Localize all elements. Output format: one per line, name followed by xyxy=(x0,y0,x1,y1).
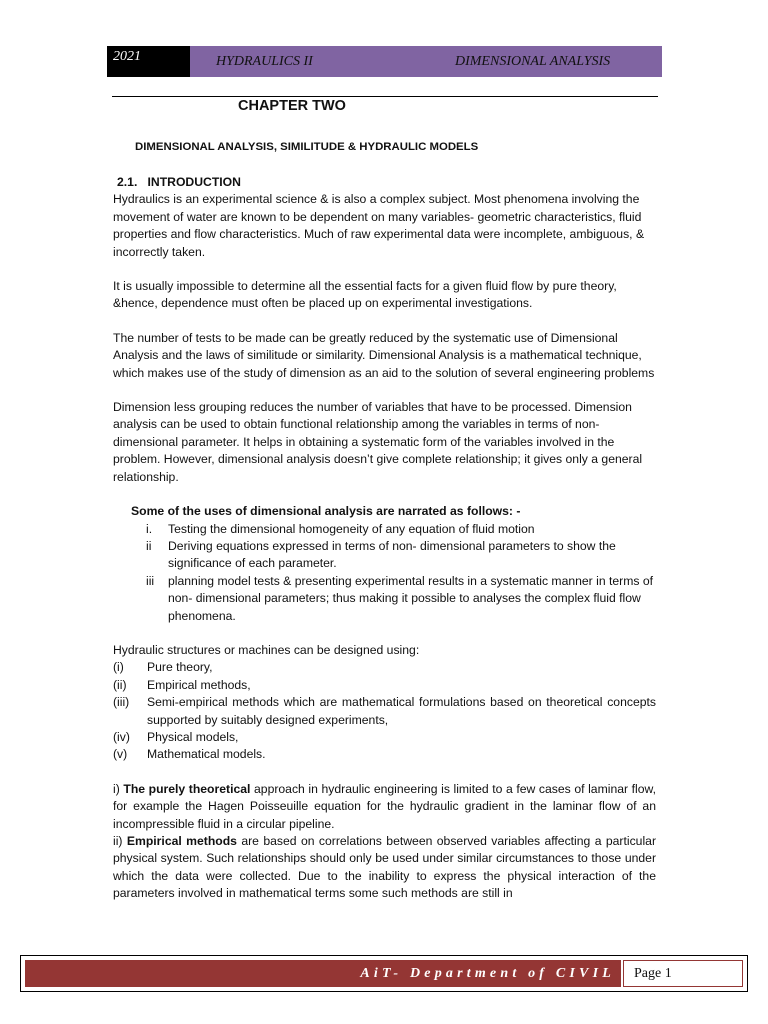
paragraph-tests: The number of tests to be made can be greatly reduced by the systematic use of Dimensional Analysis and the laws of similitude or similarity. Dimensional Analysis is a mathematical technique, which makes use of the study of dimension as an aid to the solution of several engineering problems xyxy=(113,330,655,380)
footer-band xyxy=(25,960,621,987)
chapter-subtitle: DIMENSIONAL ANALYSIS, SIMILITUDE & HYDRAULIC MODELS xyxy=(135,141,479,153)
list-text: Semi-empirical methods which are mathematical formulations based on theoretical concepts supported by suitably designed experiments, xyxy=(147,695,656,727)
list-item xyxy=(113,746,656,763)
list-item xyxy=(113,677,656,694)
header-rule xyxy=(112,96,658,97)
empirical-prefix: ii) xyxy=(113,834,123,848)
list-item xyxy=(146,538,656,573)
list-item xyxy=(113,729,656,746)
footer-inner xyxy=(25,960,743,987)
header-course: HYDRAULICS II xyxy=(216,54,313,69)
list-number: i. xyxy=(146,521,153,536)
list-number: iii xyxy=(146,573,155,588)
empirical-text: are based on correlations between observed variables affecting a particular physical system. Such relationships should only be used under similar circumstances to those under which the data were collected. Due to the inability to express the physical interaction of the parameters involved in mathematical terms some such methods are still in xyxy=(113,834,657,901)
section-number: 2.1. xyxy=(117,175,138,189)
document-body xyxy=(113,174,656,903)
section-heading xyxy=(117,174,656,191)
list-number: (ii) xyxy=(113,677,127,692)
list-number: (i) xyxy=(113,660,124,675)
section-title: INTRODUCTION xyxy=(147,175,241,189)
theoretical-text: approach in hydraulic engineering is limited to a few cases of laminar flow, for example the Hagen Poisseuille equation for the hydraulic gradient in the laminar flow of an incompressible fluid in a circular pipeline. xyxy=(113,781,657,831)
list-item xyxy=(146,521,656,538)
list-number: ii xyxy=(146,538,152,553)
empirical-bold: Empirical methods xyxy=(126,834,237,848)
list-text: Physical models, xyxy=(147,729,239,744)
list-text: Pure theory, xyxy=(147,660,213,675)
paragraph-empirical xyxy=(113,833,656,903)
page-header xyxy=(107,46,662,77)
list-number: (iv) xyxy=(113,729,130,744)
theoretical-bold: The purely theoretical xyxy=(123,781,251,796)
list-text: Testing the dimensional homogeneity of any equation of fluid motion xyxy=(168,521,535,536)
footer-department: AiT- Department of CIVIL xyxy=(360,966,615,981)
list-text: Deriving equations expressed in terms of non- dimensional parameters to show the significance of each parameter. xyxy=(168,538,616,571)
list-item xyxy=(113,659,656,676)
paragraph-intro: Hydraulics is an experimental science & is also a complex subject. Most phenomena involving the movement of water are known to be dependent on many variables- geometric characteristics, fluid properties and flow characteristics. Much of raw experimental data were incomplete, ambiguous, & incorrectly taken. xyxy=(113,192,645,259)
list-text: Empirical methods, xyxy=(147,677,251,692)
design-list xyxy=(113,659,656,763)
list-item xyxy=(146,573,656,625)
uses-lead: Some of the uses of dimensional analysis are narrated as follows: - xyxy=(131,504,521,519)
theoretical-prefix: i) xyxy=(113,781,120,796)
list-item xyxy=(113,694,656,729)
list-number: (v) xyxy=(113,747,128,762)
design-lead: Hydraulic structures or machines can be designed using: xyxy=(113,642,420,657)
page-footer xyxy=(20,955,748,992)
chapter-title: CHAPTER TWO xyxy=(238,98,346,114)
list-number: (iii) xyxy=(113,695,130,710)
header-topic: DIMENSIONAL ANALYSIS xyxy=(455,54,611,69)
paragraph-grouping: Dimension less grouping reduces the number of variables that have to be processed. Dimension analysis can be used to obtain functional relationship among the variables in terms of non- dimensional parameter. It helps in obtaining a systematic form of the variables involved in the problem. However, dimensional analysis doesn’t give complete relationship; it gives only a general relationship. xyxy=(113,400,643,484)
header-year: 2021 xyxy=(107,46,190,77)
uses-list xyxy=(146,521,656,625)
paragraph-theoretical xyxy=(113,781,656,833)
paragraph-theory: It is usually impossible to determine all the essential facts for a given fluid flow by pure theory, &hence, dependence must often be placed up on experimental investigations. xyxy=(113,279,617,311)
list-text: Mathematical models. xyxy=(147,747,266,762)
list-text: planning model tests & presenting experimental results in a systematic manner in terms of non- dimensional parameters; thus making it possible to analyses the complex fluid flow phenomena. xyxy=(168,573,654,623)
page-number: Page 1 xyxy=(623,960,743,987)
header-band xyxy=(190,46,662,77)
